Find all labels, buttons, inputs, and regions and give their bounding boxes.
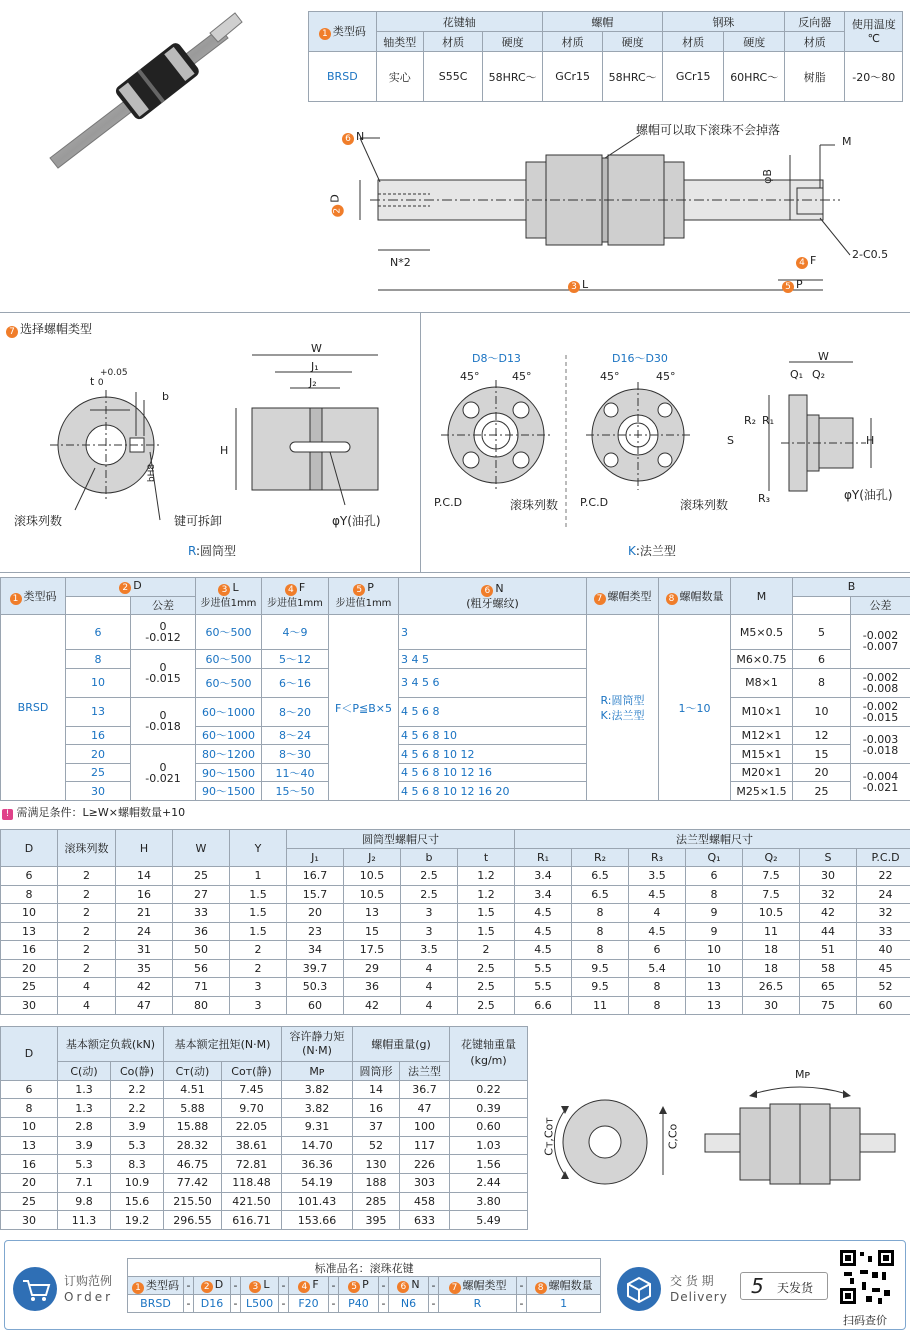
table-cell: 18 <box>743 941 800 960</box>
label-phiY2: φY(油孔) <box>844 488 893 502</box>
table-cell: 7.5 <box>743 867 800 886</box>
table-row <box>1 1211 528 1230</box>
table-cell: 10 <box>1 904 58 923</box>
table-cell: 2.2 <box>111 1099 164 1118</box>
table-cell: 38.61 <box>222 1136 282 1155</box>
table-cell: 15.7 <box>287 885 344 904</box>
table-cell: 30 <box>800 867 857 886</box>
table-cell: 15.88 <box>164 1118 222 1137</box>
table-cell: 60 <box>287 996 344 1015</box>
table-row <box>1 1080 528 1099</box>
delivery-title-en: Delivery <box>670 1290 728 1304</box>
table-cell: 6 <box>629 941 686 960</box>
table-cell: 8.3 <box>111 1155 164 1174</box>
flange-range-1: D8～D13 <box>472 352 521 365</box>
table-row <box>1 1192 528 1211</box>
table-row <box>1 922 910 941</box>
table-cell: 5.88 <box>164 1099 222 1118</box>
table-cell: 6.5 <box>572 867 629 886</box>
table-cell: 50.3 <box>287 978 344 997</box>
table-cell: 2.5 <box>458 978 515 997</box>
table-cell: 6.5 <box>572 885 629 904</box>
table-cell: 2.5 <box>401 885 458 904</box>
table-row <box>1 1136 528 1155</box>
table-cell: 4 <box>58 996 116 1015</box>
table-cell: 2 <box>230 959 287 978</box>
table-row <box>1 959 910 978</box>
label-R: R:圆筒型 <box>188 544 237 558</box>
table-cell: 21 <box>116 904 173 923</box>
table-cell: 14.70 <box>282 1136 353 1155</box>
table-cell: 22 <box>857 867 910 886</box>
table-cell: 34 <box>287 941 344 960</box>
table-cell: 10.5 <box>344 867 401 886</box>
table-cell: 31 <box>116 941 173 960</box>
table-cell: 24 <box>857 885 910 904</box>
table-cell: 130 <box>353 1155 400 1174</box>
table-cell: 45 <box>857 959 910 978</box>
hdr-model: 1 类型码 <box>309 12 377 52</box>
table-cell: 4.5 <box>515 922 572 941</box>
table-cell: 3.82 <box>282 1080 353 1099</box>
delivery-icon <box>616 1266 662 1312</box>
cylinder-nut-drawing <box>0 340 421 570</box>
table-cell: 36 <box>344 978 401 997</box>
table-cell: 8 <box>1 885 58 904</box>
load-table: D 基本额定负载(kN) 基本额定扭矩(N·M) 容许静力矩 (N·M) 螺帽重量(g) 花键轴重量 (kg/m) C(动) Co(静) Cᴛ(动) Coᴛ(静) Mᴘ 圆筒形 法兰型 6 1.3 2.2 4.51 7.45 3.82 14 36.7 0.22 8 1.3 2.2 5.88 9.70 3.82 16 47 0.39 10 2.8 3.9 15.88 22.05 9.31 37 100 0.60 13 3.9 5.3 28.32 38.61 14.70 52 117 1.03 16 5.3 8.3 46.75 72.81 36.36 130 226 1.56 20 7.1 10.9 77.42 118.48 54.19 188 303 2.44 25 9.8 15.6 215.50 421.50 101.43 285 458 3.80 30 11.3 19.2 296.55 616.71 153.66 395 633 5.49 <box>0 1026 528 1230</box>
table-cell: 9.31 <box>282 1118 353 1137</box>
table-cell: 8 <box>629 996 686 1015</box>
order-std-name: 标准品名：滚珠花键 <box>128 1259 601 1277</box>
label-chamfer: 2-C0.5 <box>852 248 889 261</box>
table-cell: 13 <box>686 996 743 1015</box>
table-cell: 25 <box>173 867 230 886</box>
table-cell: 285 <box>353 1192 400 1211</box>
material-table: 1 类型码 花键轴 螺帽 钢珠 反向器 使用温度 ℃ 轴类型 材质 硬度 材质 硬度 材质 硬度 材质 BRSD 实心 S55C 58HRC～ GCr15 58HRC～ GCr15 60HRC～ 树脂 -20～80 <box>308 11 903 102</box>
table-cell: 72.81 <box>222 1155 282 1174</box>
hdr-rev: 反向器 <box>784 12 845 32</box>
table-cell: 37 <box>353 1118 400 1137</box>
table-cell: 15 <box>344 922 401 941</box>
table-cell: 5.49 <box>450 1211 528 1230</box>
table-cell: 71 <box>173 978 230 997</box>
table-cell: 421.50 <box>222 1192 282 1211</box>
table-cell: 25 <box>1 978 58 997</box>
table-cell: 4 <box>401 959 458 978</box>
label-R1: R₁ <box>762 414 775 427</box>
table-cell: 2 <box>58 941 116 960</box>
label-K: K:法兰型 <box>628 544 676 558</box>
label-F: 4 F <box>796 254 816 269</box>
table-cell: 296.55 <box>164 1211 222 1230</box>
table-cell: 2 <box>58 904 116 923</box>
label-J2: J₂ <box>309 376 317 389</box>
choose-nut-title: 7 选择螺帽类型 <box>6 320 92 338</box>
table-cell: 75 <box>800 996 857 1015</box>
table-cell: 303 <box>400 1174 450 1193</box>
table-cell: 4.5 <box>515 941 572 960</box>
table-cell: 56 <box>173 959 230 978</box>
delivery-title: 交 货 期 <box>670 1274 714 1288</box>
table-cell: 4 <box>401 978 458 997</box>
table-cell: 8 <box>572 922 629 941</box>
table-cell: 8 <box>629 978 686 997</box>
table-row <box>1 867 910 886</box>
selection-table: 1 类型码 2 D 3 L 步进值1mm 4 F 步进值1mm 5 P 步进值1mm 6 N (粗牙螺纹) 7 螺帽类型 8 螺帽数量 M B 公差 公差 BRSD 6 0 -0.012 60～500 4～9 F＜P≦B×5 3 R:圆筒型 K:法兰型 1～10 M5×0.5 5 -0.002 -0.007 8 0 -0.015 60～500 5～12 3 4 5 M6×0.75 6 10 60～500 6～16 3 4 5 6 M8×1 8 -0.002 -0.008 13 0 -0.018 60～1000 8～20 4 5 6 8 M10×1 10 -0.002 -0.015 16 60～1000 8～24 4 5 6 8 10 M12×1 12 -0.003 -0.018 20 0 -0.021 80～1200 8～30 4 5 6 8 10 12 M15×1 15 25 90～1500 11～40 4 5 6 8 10 12 16 M20×1 20 -0.004 -0.021 30 90～1500 15～50 4 5 6 8 10 12 16 20 M25×1.5 25 <box>0 577 910 801</box>
table-cell: 2 <box>58 922 116 941</box>
table-cell: 11 <box>572 996 629 1015</box>
label-phiY: φY(油孔) <box>332 514 381 528</box>
table-cell: 44 <box>800 922 857 941</box>
flange-range-2: D16～D30 <box>612 352 668 365</box>
nut-note: 螺帽可以取下滚珠不会掉落 <box>636 123 781 137</box>
table-cell: 4.5 <box>629 922 686 941</box>
table-cell: 47 <box>400 1099 450 1118</box>
table-cell: 5.5 <box>515 959 572 978</box>
balls-1: 滚珠列数 <box>510 498 559 512</box>
table-cell: 6 <box>1 1080 58 1099</box>
table-cell: 5.3 <box>111 1136 164 1155</box>
table-cell: 1.3 <box>58 1099 111 1118</box>
label-phiB: φB <box>760 169 774 184</box>
table-cell: 40 <box>857 941 910 960</box>
table-cell: 60 <box>857 996 910 1015</box>
dimension-table: D 滚珠列数 H W Y 圆筒型螺帽尺寸 法兰型螺帽尺寸 J₁ J₂ b t R₁ R₂ R₃ Q₁ Q₂ S P.C.D 6 2 14 25 1 16.7 10.5 2.5 1.2 3.4 6.5 3.5 6 7.5 30 22 8 2 16 27 1.5 15.7 10.5 2.5 1.2 3.4 6.5 4.5 8 7.5 32 24 10 2 21 33 1.5 20 13 3 1.5 4.5 8 4 9 10.5 42 32 13 2 24 36 1.5 23 15 3 1.5 4.5 8 4.5 9 11 44 33 16 2 31 50 2 34 17.5 3.5 2 4.5 8 6 10 18 51 40 20 2 35 56 2 39.7 29 4 2.5 5.5 9.5 5.4 10 18 58 45 25 4 42 71 3 50.3 36 4 2.5 5.5 9.5 8 13 26.5 65 52 30 4 47 80 3 60 42 4 2.5 6.6 11 8 13 30 75 60 <box>0 829 910 1015</box>
table-row <box>1 885 910 904</box>
table-cell: 10 <box>1 1118 58 1137</box>
label-N2: N*2 <box>390 256 411 269</box>
table-cell: 1.2 <box>458 867 515 886</box>
cart-icon <box>12 1266 58 1312</box>
table-cell: 2 <box>458 941 515 960</box>
table-cell: 16 <box>116 885 173 904</box>
table-cell: 16 <box>1 1155 58 1174</box>
table-cell: 39.7 <box>287 959 344 978</box>
table-cell: 4 <box>629 904 686 923</box>
table-cell: 9.5 <box>572 959 629 978</box>
table-cell: 3.9 <box>58 1136 111 1155</box>
table-cell: 3.5 <box>401 941 458 960</box>
order-example-table: 标准品名：滚珠花键 1 类型码 - 2 D - 3 L - 4 F - 5 P - 6 N - 7 螺帽类型 - 8 螺帽数量 BRSD - D16 - L500 - F20 - P40 - N6 - R - 1 <box>127 1258 601 1313</box>
table-cell: 1.2 <box>458 885 515 904</box>
table-cell: 80 <box>173 996 230 1015</box>
delivery-days: 5 <box>751 1274 764 1298</box>
table-cell: 4.5 <box>629 885 686 904</box>
table-cell: 50 <box>173 941 230 960</box>
table-cell: 13 <box>1 922 58 941</box>
table-cell: 27 <box>173 885 230 904</box>
table-cell: 1.56 <box>450 1155 528 1174</box>
table-row <box>1 1174 528 1193</box>
delivery-days-box <box>740 1272 828 1300</box>
table-cell: 2.5 <box>401 867 458 886</box>
label-tol: +0.05 <box>100 368 128 378</box>
mp-label: Mᴘ <box>795 1068 811 1081</box>
delivery-unit: 天发货 <box>777 1281 814 1295</box>
table-cell: 36 <box>173 922 230 941</box>
table-cell: 77.42 <box>164 1174 222 1193</box>
table-cell: 1.03 <box>450 1136 528 1155</box>
hdr-ball: 钢珠 <box>662 12 784 32</box>
table-cell: 26.5 <box>743 978 800 997</box>
table-cell: 14 <box>116 867 173 886</box>
table-cell: 2 <box>58 959 116 978</box>
angle-2: 45° <box>512 370 532 383</box>
table-cell: 30 <box>743 996 800 1015</box>
table-cell: 3.9 <box>111 1118 164 1137</box>
table-cell: 4.51 <box>164 1080 222 1099</box>
table-cell: 47 <box>116 996 173 1015</box>
table-cell: 2.2 <box>111 1080 164 1099</box>
label-S: S <box>727 434 734 447</box>
table-cell: 8 <box>1 1099 58 1118</box>
table-cell: 2 <box>58 867 116 886</box>
label-L: 3 L <box>568 278 588 293</box>
table-cell: 17.5 <box>344 941 401 960</box>
table-cell: 2.5 <box>458 959 515 978</box>
table-cell: 118.48 <box>222 1174 282 1193</box>
table-cell: 5.5 <box>515 978 572 997</box>
table-cell: 4 <box>58 978 116 997</box>
table-row <box>1 1099 528 1118</box>
table-cell: 458 <box>400 1192 450 1211</box>
label-D: 2D <box>329 194 344 216</box>
table-cell: 8 <box>686 885 743 904</box>
table-cell: 1 <box>230 867 287 886</box>
label-W: W <box>311 342 322 355</box>
label-balls: 滚珠列数 <box>14 514 63 528</box>
table-cell: 16.7 <box>287 867 344 886</box>
table-cell: 25 <box>1 1192 58 1211</box>
table-cell: 3.4 <box>515 885 572 904</box>
table-cell: 2 <box>58 885 116 904</box>
pcd-2: P.C.D <box>580 496 609 509</box>
table-cell: 3.82 <box>282 1099 353 1118</box>
label-R2: R₂ <box>744 414 757 427</box>
table-cell: 23 <box>287 922 344 941</box>
table-cell: 3 <box>401 904 458 923</box>
table-cell: 1.5 <box>458 922 515 941</box>
table-cell: 20 <box>1 1174 58 1193</box>
label-M: M <box>842 135 852 148</box>
table-cell: 15.6 <box>111 1192 164 1211</box>
table-cell: 1.5 <box>230 904 287 923</box>
table-cell: 153.66 <box>282 1211 353 1230</box>
table-cell: 9.8 <box>58 1192 111 1211</box>
table-cell: 22.05 <box>222 1118 282 1137</box>
table-cell: 18 <box>743 959 800 978</box>
table-cell: 3.4 <box>515 867 572 886</box>
table-cell: 30 <box>1 1211 58 1230</box>
table-cell: 10.5 <box>743 904 800 923</box>
label-W2: W <box>818 350 829 363</box>
table-cell: 9 <box>686 922 743 941</box>
angle-4: 45° <box>656 370 676 383</box>
table-cell: 6 <box>686 867 743 886</box>
label-N: 6 N <box>342 130 364 145</box>
table-row <box>1 1118 528 1137</box>
table-cell: 3.80 <box>450 1192 528 1211</box>
order-title: 订购范例 <box>64 1274 113 1288</box>
table-cell: 226 <box>400 1155 450 1174</box>
table-cell: 30 <box>1 996 58 1015</box>
table-cell: 5.4 <box>629 959 686 978</box>
table-cell: 20 <box>1 959 58 978</box>
table-cell: 11.3 <box>58 1211 111 1230</box>
table-cell: 24 <box>116 922 173 941</box>
table-cell: 19.2 <box>111 1211 164 1230</box>
table-cell: 6.6 <box>515 996 572 1015</box>
qr-code <box>838 1248 896 1306</box>
table-cell: 10.5 <box>344 885 401 904</box>
condition-note: ! 需满足条件：L≥W×螺帽数量+10 <box>2 804 185 820</box>
c-label: C,Co <box>666 1123 680 1150</box>
table-cell: 9 <box>686 904 743 923</box>
table-row <box>1 941 910 960</box>
shaft-drawing <box>300 110 910 310</box>
table-cell: 16 <box>1 941 58 960</box>
scan-label: 扫码查价 <box>843 1314 887 1327</box>
label-Q2: Q₂ <box>812 368 826 381</box>
table-cell: 32 <box>800 885 857 904</box>
table-cell: 2.5 <box>458 996 515 1015</box>
table-cell: 14 <box>353 1080 400 1099</box>
table-cell: 11 <box>743 922 800 941</box>
load-diagram <box>535 1060 905 1230</box>
label-J1: J₁ <box>311 360 319 373</box>
t2-h-model: 1 类型码 <box>1 578 66 615</box>
table-cell: 3 <box>230 978 287 997</box>
table-cell: 395 <box>353 1211 400 1230</box>
label-t: t 0 <box>90 375 104 388</box>
table-cell: 10 <box>686 959 743 978</box>
table-cell: 0.60 <box>450 1118 528 1137</box>
label-Q1: Q₁ <box>790 368 804 381</box>
ct-label: Cᴛ,Coᴛ <box>542 1117 556 1156</box>
table-cell: 13 <box>686 978 743 997</box>
table-cell: 616.71 <box>222 1211 282 1230</box>
label-H2: H <box>866 434 875 447</box>
label-bh8: bH8 <box>147 463 158 483</box>
table-cell: 1.5 <box>230 922 287 941</box>
table-cell: 52 <box>353 1136 400 1155</box>
table-cell: 5.3 <box>58 1155 111 1174</box>
table-cell: 6 <box>1 867 58 886</box>
table-cell: 2.8 <box>58 1118 111 1137</box>
table-cell: 0.22 <box>450 1080 528 1099</box>
table-cell: 2 <box>230 941 287 960</box>
table-cell: 8 <box>572 941 629 960</box>
table-cell: 51 <box>800 941 857 960</box>
table-cell: 16 <box>353 1099 400 1118</box>
table-cell: 100 <box>400 1118 450 1137</box>
label-P: 5 P <box>782 278 803 293</box>
table-cell: 7.45 <box>222 1080 282 1099</box>
table-cell: 215.50 <box>164 1192 222 1211</box>
label-H: H <box>220 444 229 457</box>
table-row <box>1 1155 528 1174</box>
table-cell: 4.5 <box>515 904 572 923</box>
table-cell: 7.5 <box>743 885 800 904</box>
table-cell: 33 <box>857 922 910 941</box>
table-cell: 36.7 <box>400 1080 450 1099</box>
table-cell: 1.5 <box>458 904 515 923</box>
table-cell: 188 <box>353 1174 400 1193</box>
pcd-1: P.C.D <box>434 496 463 509</box>
balls-2: 滚珠列数 <box>680 498 729 512</box>
table-row <box>1 904 910 923</box>
table-cell: 54.19 <box>282 1174 353 1193</box>
table-cell: 10.9 <box>111 1174 164 1193</box>
table-cell: 101.43 <box>282 1192 353 1211</box>
table-cell: 42 <box>344 996 401 1015</box>
table-cell: 28.32 <box>164 1136 222 1155</box>
label-b: b <box>162 390 169 403</box>
table-cell: 117 <box>400 1136 450 1155</box>
table-cell: 3 <box>401 922 458 941</box>
table-cell: 0.39 <box>450 1099 528 1118</box>
table-cell: 7.1 <box>58 1174 111 1193</box>
table-cell: 633 <box>400 1211 450 1230</box>
table-cell: 1.5 <box>230 885 287 904</box>
angle-3: 45° <box>600 370 620 383</box>
table-cell: 1.3 <box>58 1080 111 1099</box>
table-cell: 3.5 <box>629 867 686 886</box>
table-cell: 20 <box>287 904 344 923</box>
angle-1: 45° <box>460 370 480 383</box>
table-cell: 36.36 <box>282 1155 353 1174</box>
table-cell: 4 <box>401 996 458 1015</box>
table-cell: 32 <box>857 904 910 923</box>
hdr-temp: 使用温度 ℃ <box>845 12 903 52</box>
table-cell: 3 <box>230 996 287 1015</box>
table-cell: 46.75 <box>164 1155 222 1174</box>
table-cell: 10 <box>686 941 743 960</box>
product-photo <box>30 8 260 188</box>
table-cell: 33 <box>173 904 230 923</box>
table-row <box>1 978 910 997</box>
order-title-en: Order <box>64 1290 114 1304</box>
table-cell: 13 <box>344 904 401 923</box>
table-cell: 9.70 <box>222 1099 282 1118</box>
table-cell: 42 <box>116 978 173 997</box>
label-R3: R₃ <box>758 492 771 505</box>
table-cell: 35 <box>116 959 173 978</box>
table-cell: 2.44 <box>450 1174 528 1193</box>
table-row <box>1 996 910 1015</box>
label-key: 键可拆卸 <box>174 514 223 528</box>
table-cell: 8 <box>572 904 629 923</box>
table-cell: 65 <box>800 978 857 997</box>
hdr-nut: 螺帽 <box>542 12 662 32</box>
table-cell: 9.5 <box>572 978 629 997</box>
table-cell: 52 <box>857 978 910 997</box>
table-cell: 29 <box>344 959 401 978</box>
table-cell: 42 <box>800 904 857 923</box>
table-cell: 13 <box>1 1136 58 1155</box>
hdr-spline: 花键轴 <box>376 12 542 32</box>
table-cell: 58 <box>800 959 857 978</box>
